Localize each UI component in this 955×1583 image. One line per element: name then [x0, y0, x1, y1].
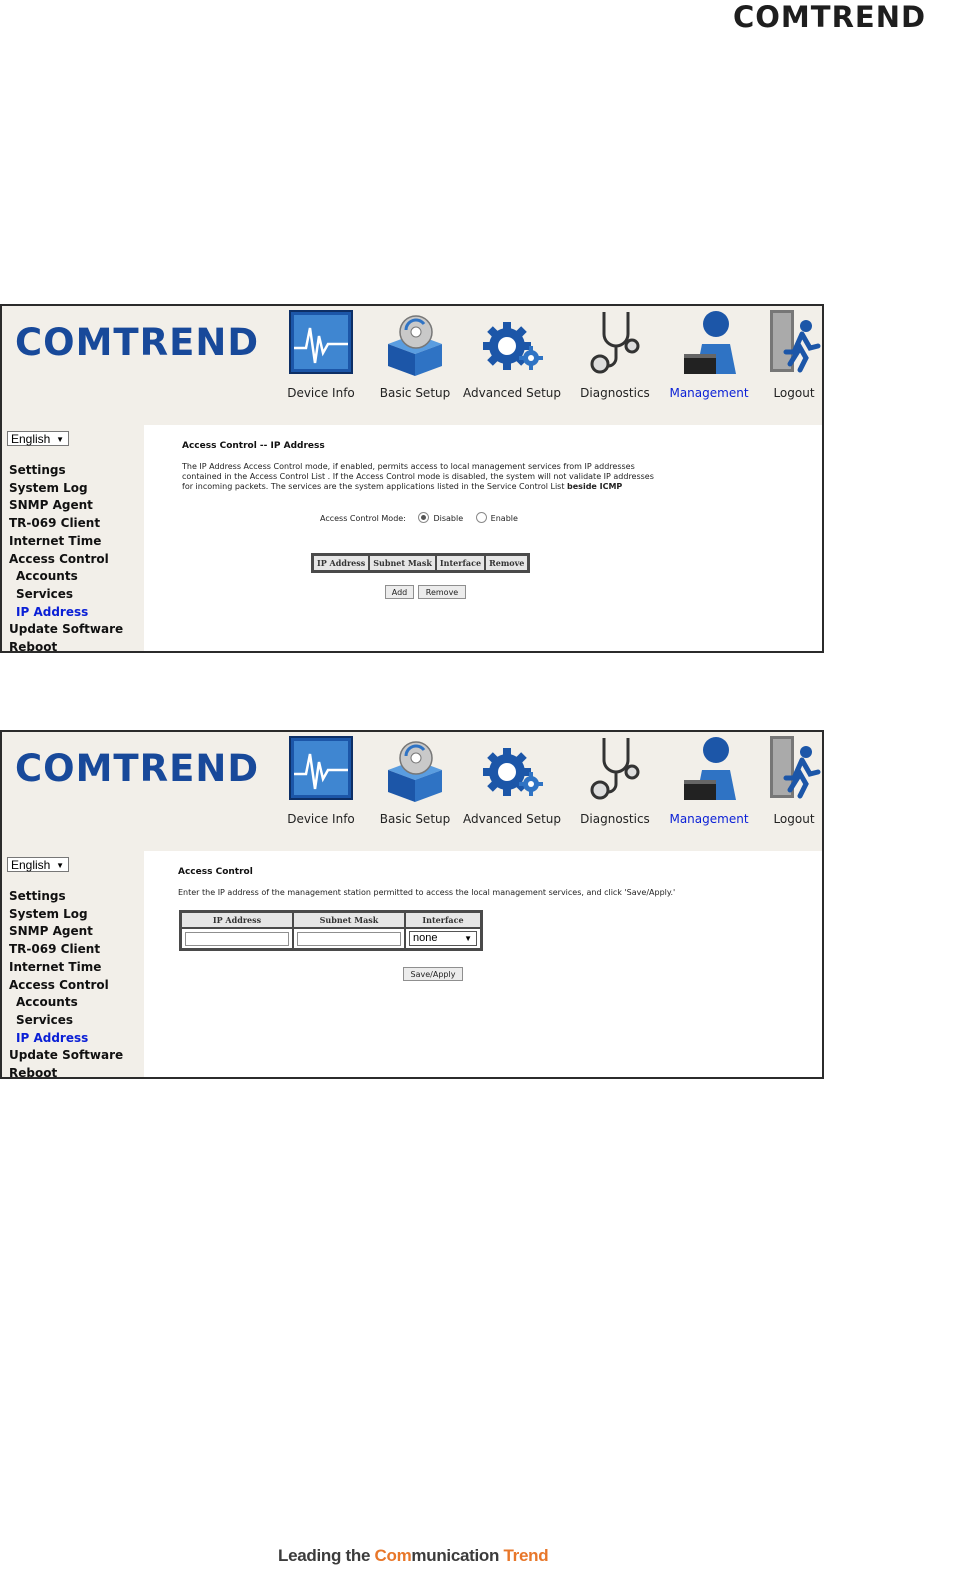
table-header-row [181, 912, 481, 928]
tagline-highlight: Trend [503, 1546, 549, 1565]
gears-icon [479, 308, 545, 378]
nav-advanced-setup[interactable] [463, 308, 561, 400]
description-line [182, 482, 702, 492]
nav-basic-setup[interactable] [377, 734, 453, 826]
pulse-chart-icon [288, 308, 354, 378]
mode-label: Access Control Mode: [320, 514, 406, 523]
dropdown-arrow-icon: ▼ [56, 435, 64, 444]
column-header: Interface [436, 555, 485, 571]
nav-label: Logout [773, 812, 815, 826]
sidebar-item-system-log[interactable]: System Log [9, 906, 88, 921]
sidebar-item-services[interactable]: Services [16, 1012, 74, 1027]
column-header: Subnet Mask [293, 912, 405, 928]
column-header: Remove [485, 555, 528, 571]
sidebar [2, 425, 144, 653]
subnet-mask-cell [293, 928, 405, 949]
dropdown-arrow-icon: ▼ [56, 861, 64, 870]
sidebar-item-settings[interactable]: Settings [9, 463, 66, 477]
ip-address-input[interactable] [185, 932, 289, 946]
nav-label: Basic Setup [379, 812, 451, 826]
access-control-table [311, 553, 530, 573]
add-ip-table [179, 910, 483, 951]
gears-icon [479, 734, 545, 804]
sidebar-item-services[interactable]: Services [16, 586, 74, 601]
column-header: IP Address [181, 912, 293, 928]
exit-door-icon [766, 734, 822, 804]
nav-device-info[interactable] [286, 734, 356, 826]
box-disc-icon [382, 308, 448, 378]
column-header: IP Address [313, 555, 369, 571]
brand-logo: COMTREND [15, 321, 260, 364]
nav-basic-setup[interactable] [377, 308, 453, 400]
save-apply-button[interactable]: Save/Apply [403, 967, 463, 981]
page-title: Access Control -- IP Address [182, 441, 325, 451]
nav-diagnostics[interactable] [577, 734, 653, 826]
description [182, 462, 702, 492]
access-control-mode-row [320, 512, 518, 523]
tagline-text: munication [411, 1546, 504, 1565]
subnet-mask-input[interactable] [297, 932, 401, 946]
sidebar-item-tr069-client[interactable]: TR-069 Client [9, 516, 101, 531]
nav-management[interactable] [666, 734, 752, 826]
table-header-row [313, 555, 528, 571]
nav-logout[interactable] [766, 734, 822, 826]
sidebar-menu [9, 888, 123, 1079]
document-logo: COMTREND [733, 0, 927, 34]
header [2, 732, 822, 851]
nav-label: Advanced Setup [463, 386, 562, 400]
description-text: for incoming packets. The services are the system applications listed in the Service Control List [182, 482, 568, 491]
screenshot-ip-address-add [0, 730, 824, 1079]
header [2, 306, 822, 425]
user-desk-icon [676, 308, 742, 378]
nav-label: Management [669, 386, 749, 400]
column-header: Interface [405, 912, 481, 928]
nav-advanced-setup[interactable] [463, 734, 561, 826]
ip-address-cell [181, 928, 293, 949]
remove-button[interactable]: Remove [418, 585, 466, 599]
nav-label: Device Info [287, 386, 355, 400]
nav-label: Diagnostics [580, 812, 650, 826]
page-title: Access Control [178, 867, 253, 877]
nav-label: Management [669, 812, 749, 826]
sidebar-item-reboot[interactable]: Reboot [9, 640, 58, 653]
content-area [144, 851, 822, 1079]
sidebar-item-settings[interactable]: Settings [9, 889, 66, 903]
sidebar-item-ip-address[interactable]: IP Address [16, 604, 89, 619]
sidebar-item-access-control[interactable]: Access Control [9, 551, 109, 566]
nav-label: Diagnostics [580, 386, 650, 400]
table-row [181, 928, 481, 949]
description-bold: beside ICMP [567, 482, 623, 491]
sidebar-menu [9, 462, 123, 653]
nav-device-info[interactable] [286, 308, 356, 400]
sidebar [2, 851, 144, 1079]
nav-label: Advanced Setup [463, 812, 562, 826]
nav-logout[interactable] [766, 308, 822, 400]
sidebar-item-accounts[interactable]: Accounts [16, 995, 78, 1010]
sidebar-item-internet-time[interactable]: Internet Time [9, 959, 102, 974]
exit-door-icon [766, 308, 822, 378]
screenshot-ip-address-list [0, 304, 824, 653]
sidebar-item-system-log[interactable]: System Log [9, 480, 88, 495]
dropdown-arrow-icon: ▼ [464, 934, 472, 943]
description: Enter the IP address of the management station permitted to access the local management services, and click 'Save/Apply.' [178, 888, 676, 897]
description-line: contained in the Access Control List . If the Access Control mode is disabled, the system will not validate IP addresses [182, 472, 654, 481]
nav-management[interactable] [666, 308, 752, 400]
stethoscope-icon [582, 308, 648, 378]
box-disc-icon [382, 734, 448, 804]
language-select[interactable] [7, 431, 69, 446]
mode-enable-label: Enable [490, 514, 518, 523]
interface-select[interactable] [409, 931, 477, 946]
brand-logo: COMTREND [15, 747, 260, 790]
sidebar-item-access-control[interactable]: Access Control [9, 977, 109, 992]
mode-disable-label: Disable [433, 514, 464, 523]
column-header: Subnet Mask [369, 555, 436, 571]
interface-cell [405, 928, 481, 949]
content-area [144, 425, 822, 653]
language-select[interactable] [7, 857, 69, 872]
user-desk-icon [676, 734, 742, 804]
mode-enable-radio[interactable] [476, 512, 487, 523]
description-line: The IP Address Access Control mode, if enabled, permits access to local management services from IP addresses [182, 462, 635, 471]
footer-tagline [278, 1546, 548, 1566]
interface-value: none [413, 932, 438, 944]
sidebar-item-reboot[interactable]: Reboot [9, 1066, 58, 1079]
tagline-highlight: Com [374, 1546, 412, 1565]
language-value: English [11, 432, 51, 446]
sidebar-item-accounts[interactable]: Accounts [16, 569, 78, 584]
sidebar-item-update-software[interactable]: Update Software [9, 1048, 124, 1063]
sidebar-item-snmp-agent[interactable]: SNMP Agent [9, 498, 93, 513]
language-value: English [11, 858, 51, 872]
nav-label: Basic Setup [379, 386, 451, 400]
nav-label: Logout [773, 386, 815, 400]
add-button[interactable]: Add [385, 585, 414, 599]
nav-diagnostics[interactable] [577, 308, 653, 400]
stethoscope-icon [582, 734, 648, 804]
mode-disable-radio[interactable] [418, 512, 429, 523]
sidebar-item-tr069-client[interactable]: TR-069 Client [9, 942, 101, 957]
tagline-text: Leading the [278, 1546, 375, 1565]
sidebar-item-update-software[interactable]: Update Software [9, 622, 124, 637]
pulse-chart-icon [288, 734, 354, 804]
sidebar-item-internet-time[interactable]: Internet Time [9, 533, 102, 548]
sidebar-item-ip-address[interactable]: IP Address [16, 1030, 89, 1045]
nav-label: Device Info [287, 812, 355, 826]
sidebar-item-snmp-agent[interactable]: SNMP Agent [9, 924, 93, 939]
